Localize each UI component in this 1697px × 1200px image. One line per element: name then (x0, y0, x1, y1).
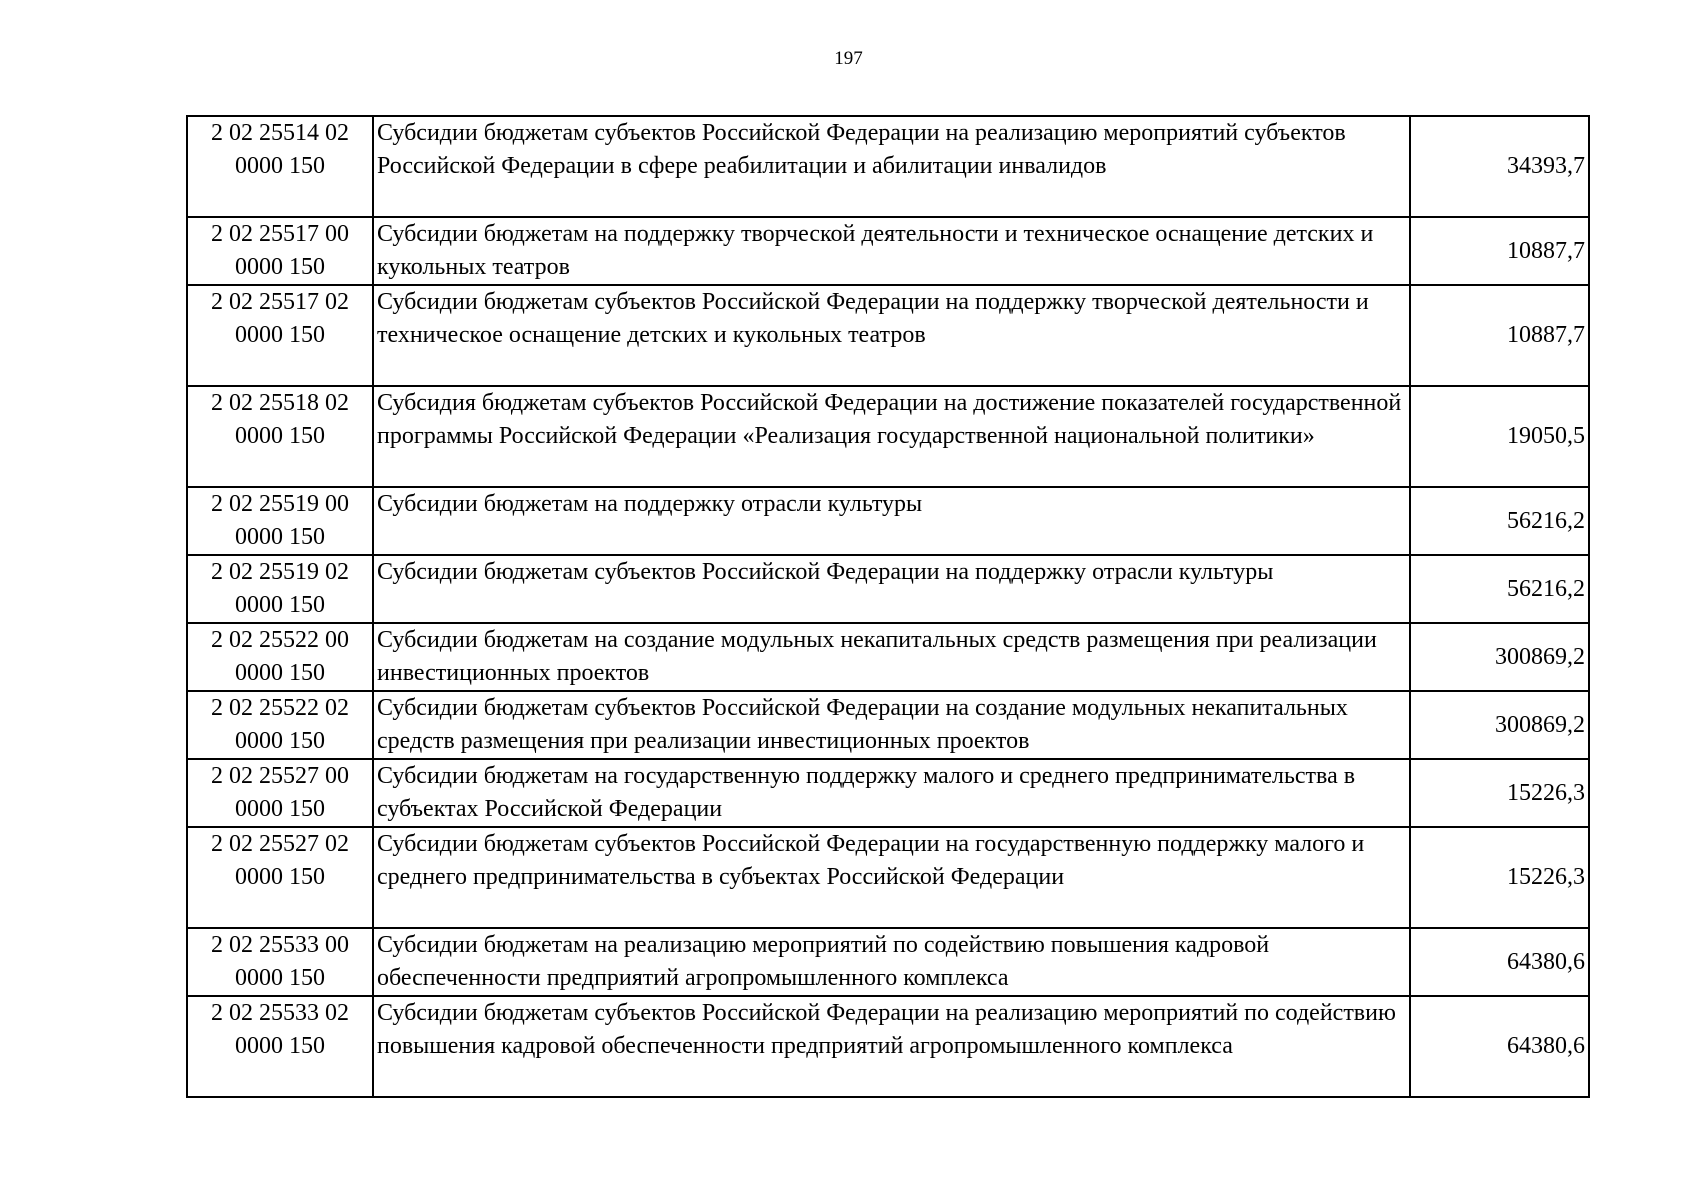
table-row (187, 285, 1589, 386)
description-cell: Субсидии бюджетам на создание модульных некапитальных средств размещения при реализации инвестиционных проектов (373, 623, 1410, 691)
budget-code-cell: 2 02 25519 00 0000 150 (187, 487, 373, 555)
budget-code-cell: 2 02 25527 00 0000 150 (187, 759, 373, 827)
description-cell: Субсидии бюджетам на поддержку отрасли культуры (373, 487, 1410, 555)
budget-code-cell: 2 02 25517 00 0000 150 (187, 217, 373, 285)
description-cell: Субсидия бюджетам субъектов Российской Федерации на достижение показателей государственной программы Российской Федерации «Реализация государственной национальной политики» (373, 386, 1410, 487)
amount-cell: 56216,2 (1410, 555, 1589, 623)
description-cell: Субсидии бюджетам субъектов Российской Федерации на государственную поддержку малого и среднего предпринимательства в субъектах Российской Федерации (373, 827, 1410, 928)
amount-cell: 10887,7 (1410, 217, 1589, 285)
table-row (187, 996, 1589, 1097)
description-cell: Субсидии бюджетам субъектов Российской Федерации на реализацию мероприятий по содействию повышения кадровой обеспеченности предприятий агропромышленного комплекса (373, 996, 1410, 1097)
amount-cell: 56216,2 (1410, 487, 1589, 555)
table-row (187, 555, 1589, 623)
amount-cell: 300869,2 (1410, 691, 1589, 759)
amount-cell: 64380,6 (1410, 996, 1589, 1097)
budget-code-cell: 2 02 25517 02 0000 150 (187, 285, 373, 386)
amount-cell: 19050,5 (1410, 386, 1589, 487)
amount-cell: 15226,3 (1410, 827, 1589, 928)
budget-code-cell: 2 02 25527 02 0000 150 (187, 827, 373, 928)
amount-cell: 10887,7 (1410, 285, 1589, 386)
budget-code-cell: 2 02 25522 02 0000 150 (187, 691, 373, 759)
budget-table (186, 115, 1590, 1098)
budget-code-cell: 2 02 25533 00 0000 150 (187, 928, 373, 996)
budget-code-cell: 2 02 25519 02 0000 150 (187, 555, 373, 623)
description-cell: Субсидии бюджетам на реализацию мероприятий по содействию повышения кадровой обеспеченности предприятий агропромышленного комплекса (373, 928, 1410, 996)
description-cell: Субсидии бюджетам на государственную поддержку малого и среднего предпринимательства в субъектах Российской Федерации (373, 759, 1410, 827)
amount-cell: 300869,2 (1410, 623, 1589, 691)
table-row (187, 487, 1589, 555)
budget-code-cell: 2 02 25518 02 0000 150 (187, 386, 373, 487)
table-row (187, 759, 1589, 827)
page-number: 197 (834, 48, 863, 69)
table-row (187, 827, 1589, 928)
budget-code-cell: 2 02 25514 02 0000 150 (187, 116, 373, 217)
table-row (187, 928, 1589, 996)
description-cell: Субсидии бюджетам на поддержку творческой деятельности и техническое оснащение детских и кукольных театров (373, 217, 1410, 285)
table-row (187, 691, 1589, 759)
amount-cell: 15226,3 (1410, 759, 1589, 827)
amount-cell: 64380,6 (1410, 928, 1589, 996)
table-row (187, 386, 1589, 487)
budget-code-cell: 2 02 25533 02 0000 150 (187, 996, 373, 1097)
table-row (187, 217, 1589, 285)
table-row (187, 116, 1589, 217)
table-row (187, 623, 1589, 691)
description-cell: Субсидии бюджетам субъектов Российской Федерации на поддержку творческой деятельности и техническое оснащение детских и кукольных театров (373, 285, 1410, 386)
description-cell: Субсидии бюджетам субъектов Российской Федерации на создание модульных некапитальных средств размещения при реализации инвестиционных проектов (373, 691, 1410, 759)
description-cell: Субсидии бюджетам субъектов Российской Федерации на поддержку отрасли культуры (373, 555, 1410, 623)
budget-code-cell: 2 02 25522 00 0000 150 (187, 623, 373, 691)
description-cell: Субсидии бюджетам субъектов Российской Федерации на реализацию мероприятий субъектов Российской Федерации в сфере реабилитации и абилитации инвалидов (373, 116, 1410, 217)
amount-cell: 34393,7 (1410, 116, 1589, 217)
